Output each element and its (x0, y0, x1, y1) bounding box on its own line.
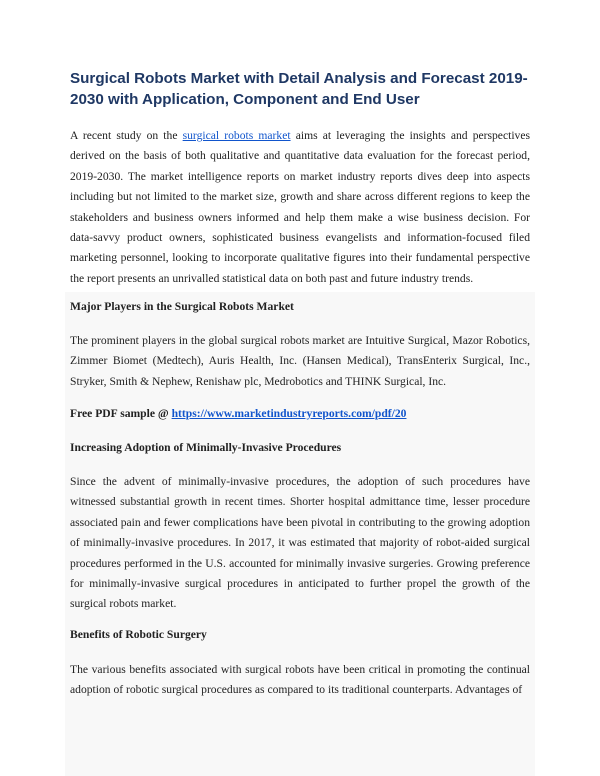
adoption-heading: Increasing Adoption of Minimally-Invasive Procedures (70, 441, 342, 454)
document-title: Surgical Robots Market with Detail Analysis and Forecast 2019-2030 with Application, Component and End User (70, 70, 528, 108)
major-players-paragraph: The prominent players in the global surgical robots market are Intuitive Surgical, Mazor Robotics, Zimmer Biomet (Medtech), Auris Health, Inc. (Hansen Medical), TransEnterix Surgical, Inc., Stryker, Smith & Nephew, Renishaw plc, Medrobotics and THINK Surgical, Inc. (70, 334, 530, 388)
intro-paragraph (70, 126, 530, 289)
adoption-paragraph: Since the advent of minimally-invasive procedures, the adoption of such procedures have witnessed substantial growth in recent times. Shorter hospital admittance time, lesser procedure associated pain and fewer complications have been pivotal in contributing to the growing adoption of minimally-invasive procedures. In 2017, it was estimated that majority of robot-aided surgical procedures performed in the U.S. accounted for minimally invasive surgeries. Growing preference for minimally-invasive surgical procedures in anticipated to further propel the growth of the surgical robots market. (70, 475, 530, 611)
benefits-heading: Benefits of Robotic Surgery (70, 628, 207, 641)
pdf-sample-label: Free PDF sample @ (70, 407, 172, 420)
major-players-heading: Major Players in the Surgical Robots Market (70, 300, 294, 313)
pdf-sample-link[interactable]: https://www.marketindustryreports.com/pdf/20 (171, 407, 407, 420)
surgical-robots-market-link[interactable]: surgical robots market (182, 129, 291, 142)
intro-text-rest: aims at leveraging the insights and perspectives derived on the basis of both qualitative and quantitative data evaluation for the forecast period, 2019-2030. The market intelligence reports on market industry reports dives deep into aspects including but not limited to the market size, growth and share across different regions to keep the stakeholders and business owners informed and help them make a wise business decision. For data-savvy product owners, sophisticated business evangelists and information-focused filed marketing personnel, looking to incorporate qualitative figures into their fundamental perspective the report presents an unrivalled statistical data on both past and future industry trends. (70, 129, 530, 285)
benefits-paragraph: The various benefits associated with surgical robots have been critical in promoting the continual adoption of robotic surgical procedures as compared to its traditional counterparts. Advantages of (70, 663, 530, 697)
intro-text-start: A recent study on the (70, 129, 183, 142)
pdf-sample-line (70, 404, 530, 424)
